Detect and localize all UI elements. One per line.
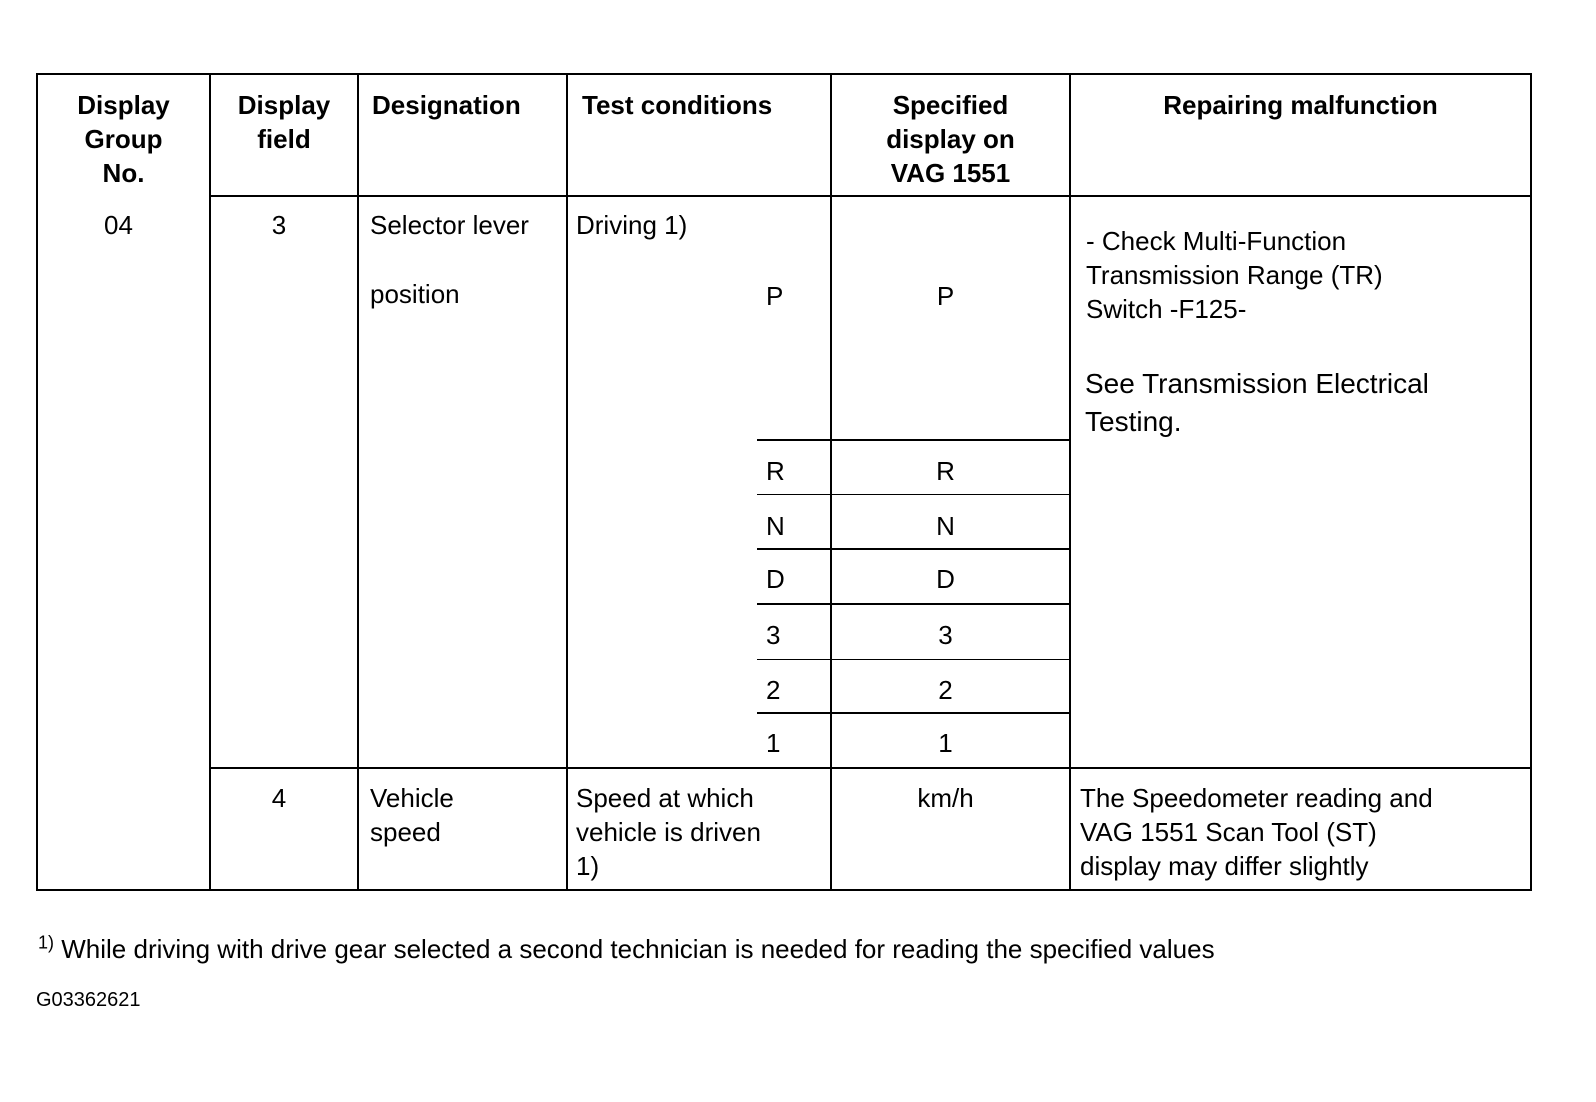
table-border-left	[36, 73, 38, 891]
gear-divider-p-r	[757, 439, 1071, 441]
header-repairing-malfunction: Repairing malfunction	[1163, 90, 1438, 120]
row1-repair-check: - Check Multi-Function Transmission Range (TR) Switch -F125-	[1086, 226, 1383, 324]
gear-divider-d-3	[757, 603, 1071, 605]
gear-test-d: D	[766, 564, 785, 594]
gear-test-p: P	[766, 281, 784, 311]
row1-test-condition: Driving 1)	[576, 210, 688, 240]
gear-spec-r: R	[936, 456, 955, 486]
gear-test-3: 3	[766, 620, 781, 650]
gear-divider-2-1	[757, 712, 1071, 714]
gear-spec-2: 2	[938, 675, 953, 705]
footnote-marker: 1)	[38, 932, 55, 953]
footnote	[38, 933, 1215, 965]
gear-spec-p: P	[936, 281, 955, 311]
header-specified-display: Specified display on VAG 1551	[886, 90, 1015, 188]
row2-repair-note: The Speedometer reading and VAG 1551 Scan Tool (ST) display may differ slightly	[1080, 783, 1433, 881]
gear-test-n: N	[766, 511, 785, 541]
row2-designation: Vehicle speed	[370, 783, 454, 847]
group-number: 04	[104, 210, 133, 240]
row1-designation-line1: Selector lever	[370, 210, 529, 240]
gear-divider-n-d	[757, 548, 1071, 550]
gear-divider-r-n	[757, 494, 1071, 495]
gear-spec-3: 3	[938, 620, 953, 650]
header-divider	[209, 195, 1532, 197]
table-border-bottom	[36, 889, 1532, 891]
gear-test-r: R	[766, 456, 785, 486]
header-display-group: Display Group No.	[77, 90, 170, 188]
gear-divider-3-2	[757, 659, 1071, 660]
gear-test-1: 1	[766, 728, 781, 758]
header-display-field: Display field	[237, 90, 331, 154]
row2-test-conditions: Speed at which vehicle is driven 1)	[576, 783, 761, 881]
row1-designation-line2: position	[370, 279, 460, 309]
gear-test-2: 2	[766, 675, 781, 705]
header-designation: Designation	[372, 90, 521, 120]
header-test-conditions: Test conditions	[582, 90, 773, 120]
footnote-text: While driving with drive gear selected a second technician is needed for reading the specified values	[61, 934, 1215, 964]
row1-display-field: 3	[271, 210, 287, 240]
row1-repair-see-reference: See Transmission Electrical Testing.	[1085, 368, 1429, 437]
gear-spec-n: N	[936, 511, 955, 541]
row-divider	[209, 767, 1532, 769]
figure-code: G03362621	[36, 989, 141, 1011]
gear-spec-1: 1	[938, 728, 953, 758]
table-border-top	[36, 73, 1532, 75]
row2-specified-display: km/h	[917, 783, 974, 813]
gear-spec-d: D	[936, 564, 955, 594]
row2-display-field: 4	[271, 783, 287, 813]
